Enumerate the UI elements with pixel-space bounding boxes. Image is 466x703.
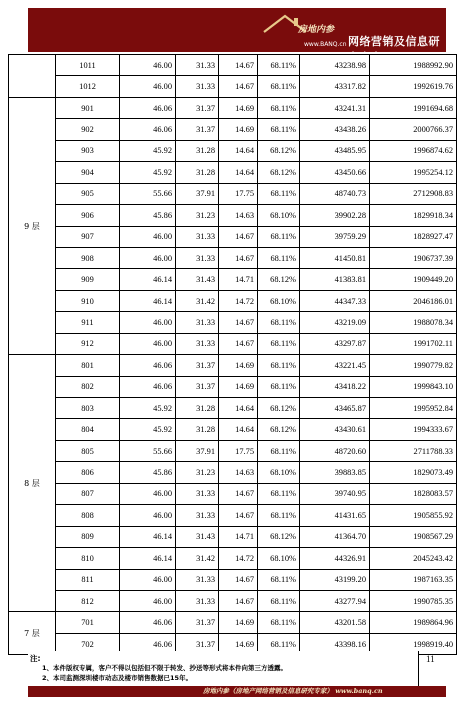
room-number-cell: 702 xyxy=(56,633,120,654)
room-number-cell: 912 xyxy=(56,333,120,354)
table-cell: 68.11% xyxy=(258,505,300,526)
table-cell: 2045243.42 xyxy=(370,548,457,569)
table-cell: 39883.85 xyxy=(300,462,370,483)
table-cell: 46.14 xyxy=(120,269,176,290)
table-cell: 46.00 xyxy=(120,590,176,611)
table-cell: 46.00 xyxy=(120,247,176,268)
table-cell: 2711788.33 xyxy=(370,440,457,461)
table-cell: 31.37 xyxy=(176,376,219,397)
table-cell: 14.67 xyxy=(219,483,258,504)
room-number-cell: 908 xyxy=(56,247,120,268)
table-cell: 68.11% xyxy=(258,97,300,118)
table-cell: 46.00 xyxy=(120,505,176,526)
table-cell: 14.63 xyxy=(219,205,258,226)
table-cell: 31.23 xyxy=(176,205,219,226)
notes-box xyxy=(28,651,419,688)
table-cell: 68.11% xyxy=(258,55,300,76)
table-cell: 1987163.35 xyxy=(370,569,457,590)
floor-cell xyxy=(9,55,56,98)
table-cell: 43465.87 xyxy=(300,398,370,419)
table-cell: 1908567.29 xyxy=(370,526,457,547)
table-cell: 55.66 xyxy=(120,183,176,204)
table-cell: 68.11% xyxy=(258,226,300,247)
table-cell: 14.69 xyxy=(219,97,258,118)
table-cell: 68.10% xyxy=(258,205,300,226)
table-cell: 14.67 xyxy=(219,590,258,611)
table-cell: 1990779.82 xyxy=(370,355,457,376)
table-cell: 46.00 xyxy=(120,483,176,504)
footer-banner xyxy=(28,686,446,697)
table-cell: 46.06 xyxy=(120,612,176,633)
table-cell: 14.67 xyxy=(219,226,258,247)
table-row xyxy=(9,355,457,376)
table-cell: 43450.66 xyxy=(300,162,370,183)
table-cell: 68.12% xyxy=(258,526,300,547)
table-cell: 68.11% xyxy=(258,119,300,140)
table-cell: 39740.95 xyxy=(300,483,370,504)
table-cell: 31.33 xyxy=(176,312,219,333)
table-cell: 31.23 xyxy=(176,462,219,483)
table-cell: 43485.95 xyxy=(300,140,370,161)
table-cell: 55.66 xyxy=(120,440,176,461)
table-row xyxy=(9,440,457,461)
table-cell: 31.33 xyxy=(176,247,219,268)
table-cell: 43199.20 xyxy=(300,569,370,590)
table-cell: 14.67 xyxy=(219,312,258,333)
room-number-cell: 812 xyxy=(56,590,120,611)
table-cell: 68.11% xyxy=(258,376,300,397)
table-cell: 68.11% xyxy=(258,590,300,611)
table-row xyxy=(9,590,457,611)
table-row xyxy=(9,290,457,311)
table-row xyxy=(9,247,457,268)
table-cell: 41450.81 xyxy=(300,247,370,268)
table-cell: 14.69 xyxy=(219,376,258,397)
table-cell: 31.33 xyxy=(176,333,219,354)
table-cell: 46.06 xyxy=(120,376,176,397)
table-row xyxy=(9,97,457,118)
table-cell: 45.92 xyxy=(120,419,176,440)
table-cell: 43238.98 xyxy=(300,55,370,76)
table-cell: 31.43 xyxy=(176,526,219,547)
table-cell: 68.11% xyxy=(258,333,300,354)
table-cell: 37.91 xyxy=(176,440,219,461)
table-cell: 17.75 xyxy=(219,440,258,461)
table-cell: 14.67 xyxy=(219,55,258,76)
table-row xyxy=(9,140,457,161)
table-cell: 43438.26 xyxy=(300,119,370,140)
table-cell: 68.10% xyxy=(258,548,300,569)
table-cell: 31.37 xyxy=(176,97,219,118)
table-cell: 14.67 xyxy=(219,76,258,97)
table-cell: 1992619.76 xyxy=(370,76,457,97)
table-cell: 1995254.12 xyxy=(370,162,457,183)
room-number-cell: 901 xyxy=(56,97,120,118)
table-row xyxy=(9,526,457,547)
table-cell: 68.10% xyxy=(258,462,300,483)
table-cell: 46.00 xyxy=(120,333,176,354)
table-row xyxy=(9,612,457,633)
room-number-cell: 907 xyxy=(56,226,120,247)
table-cell: 14.67 xyxy=(219,247,258,268)
table-cell: 31.37 xyxy=(176,119,219,140)
table-row xyxy=(9,183,457,204)
table-row xyxy=(9,226,457,247)
table-cell: 1995952.84 xyxy=(370,398,457,419)
table-cell: 45.92 xyxy=(120,398,176,419)
floor-cell: 7 层 xyxy=(9,612,56,655)
table-cell: 31.33 xyxy=(176,569,219,590)
table-cell: 68.11% xyxy=(258,355,300,376)
table-cell: 68.12% xyxy=(258,398,300,419)
brand-name: 房地内参 xyxy=(298,25,335,35)
table-row xyxy=(9,376,457,397)
room-number-cell: 804 xyxy=(56,419,120,440)
table-row xyxy=(9,569,457,590)
table-cell: 14.69 xyxy=(219,633,258,654)
room-number-cell: 905 xyxy=(56,183,120,204)
table-cell: 31.28 xyxy=(176,162,219,183)
room-number-cell: 903 xyxy=(56,140,120,161)
floor-cell: 8 层 xyxy=(9,355,56,612)
room-number-cell: 811 xyxy=(56,569,120,590)
table-cell: 43398.16 xyxy=(300,633,370,654)
table-row xyxy=(9,548,457,569)
table-row xyxy=(9,162,457,183)
table-cell: 68.11% xyxy=(258,483,300,504)
table-cell: 1994333.67 xyxy=(370,419,457,440)
table-cell: 1829918.34 xyxy=(370,205,457,226)
table-cell: 68.11% xyxy=(258,183,300,204)
table-cell: 31.33 xyxy=(176,590,219,611)
table-cell: 43317.82 xyxy=(300,76,370,97)
table-cell: 43221.45 xyxy=(300,355,370,376)
table-row xyxy=(9,55,457,76)
table-cell: 14.69 xyxy=(219,355,258,376)
room-number-cell: 906 xyxy=(56,205,120,226)
notes-label: 注: xyxy=(30,654,41,663)
table-cell: 45.92 xyxy=(120,140,176,161)
table-cell: 1989864.96 xyxy=(370,612,457,633)
note-line-1: 1、本件版权专属，客户不得以包括但不限于转发、抄送等形式将本件向第三方透露。 xyxy=(42,664,288,672)
table-cell: 68.12% xyxy=(258,269,300,290)
table-cell: 14.72 xyxy=(219,290,258,311)
table-cell: 43277.94 xyxy=(300,590,370,611)
table-cell: 31.33 xyxy=(176,55,219,76)
table-cell: 68.11% xyxy=(258,76,300,97)
table-cell: 1909449.20 xyxy=(370,269,457,290)
table-body xyxy=(9,55,457,655)
table-row xyxy=(9,398,457,419)
table-cell: 31.37 xyxy=(176,612,219,633)
room-number-cell: 911 xyxy=(56,312,120,333)
room-number-cell: 904 xyxy=(56,162,120,183)
floor-cell: 9 层 xyxy=(9,97,56,354)
table-cell: 14.71 xyxy=(219,269,258,290)
table-cell: 45.86 xyxy=(120,462,176,483)
table-cell: 48740.73 xyxy=(300,183,370,204)
table-cell: 14.64 xyxy=(219,162,258,183)
table-cell: 41431.65 xyxy=(300,505,370,526)
table-cell: 68.11% xyxy=(258,569,300,590)
table-cell: 1991694.68 xyxy=(370,97,457,118)
table-cell: 43219.09 xyxy=(300,312,370,333)
banner-title: 网络营销及信息研究专家 xyxy=(348,35,440,64)
table-cell: 31.33 xyxy=(176,76,219,97)
table-cell: 46.06 xyxy=(120,633,176,654)
room-number-cell: 809 xyxy=(56,526,120,547)
table-cell: 44326.91 xyxy=(300,548,370,569)
table-cell: 39759.29 xyxy=(300,226,370,247)
table-cell: 46.00 xyxy=(120,55,176,76)
room-number-cell: 810 xyxy=(56,548,120,569)
footer-text: 房地内参（房地产网络营销及信息研究专家） www.banq.cn xyxy=(203,687,383,695)
table-cell: 46.06 xyxy=(120,119,176,140)
table-cell: 68.11% xyxy=(258,633,300,654)
table-cell: 31.28 xyxy=(176,140,219,161)
table-row xyxy=(9,419,457,440)
table-row xyxy=(9,333,457,354)
room-number-cell: 808 xyxy=(56,505,120,526)
table-row xyxy=(9,269,457,290)
table-cell: 48720.60 xyxy=(300,440,370,461)
room-number-cell: 803 xyxy=(56,398,120,419)
room-number-cell: 807 xyxy=(56,483,120,504)
table-cell: 14.69 xyxy=(219,612,258,633)
table-cell: 1829073.49 xyxy=(370,462,457,483)
table-row xyxy=(9,505,457,526)
table-cell: 37.91 xyxy=(176,183,219,204)
room-number-cell: 1012 xyxy=(56,76,120,97)
table-cell: 41364.70 xyxy=(300,526,370,547)
table-row xyxy=(9,483,457,504)
table-cell: 46.14 xyxy=(120,548,176,569)
table-cell: 46.06 xyxy=(120,97,176,118)
room-number-cell: 805 xyxy=(56,440,120,461)
room-number-cell: 801 xyxy=(56,355,120,376)
table-cell: 31.28 xyxy=(176,398,219,419)
table-cell: 14.69 xyxy=(219,119,258,140)
table-cell: 41383.81 xyxy=(300,269,370,290)
table-cell: 1828927.47 xyxy=(370,226,457,247)
table-cell: 2000766.37 xyxy=(370,119,457,140)
unit-price-table xyxy=(8,54,457,655)
table-cell: 14.67 xyxy=(219,333,258,354)
table-cell: 14.67 xyxy=(219,569,258,590)
table-cell: 46.00 xyxy=(120,76,176,97)
table-row xyxy=(9,462,457,483)
table-cell: 1990785.35 xyxy=(370,590,457,611)
table-cell: 68.12% xyxy=(258,419,300,440)
table-cell: 44347.33 xyxy=(300,290,370,311)
table-cell: 39902.28 xyxy=(300,205,370,226)
table-cell: 14.67 xyxy=(219,505,258,526)
table-cell: 14.64 xyxy=(219,140,258,161)
table-cell: 43241.31 xyxy=(300,97,370,118)
table-cell: 68.12% xyxy=(258,162,300,183)
table-cell: 31.33 xyxy=(176,505,219,526)
table-cell: 31.33 xyxy=(176,226,219,247)
table-cell: 14.64 xyxy=(219,398,258,419)
table-cell: 14.71 xyxy=(219,526,258,547)
page-number: 11 xyxy=(426,654,435,664)
table-row xyxy=(9,205,457,226)
table-cell: 68.11% xyxy=(258,440,300,461)
room-number-cell: 701 xyxy=(56,612,120,633)
table-cell: 46.06 xyxy=(120,355,176,376)
table-cell: 14.63 xyxy=(219,462,258,483)
table-row xyxy=(9,312,457,333)
table-row xyxy=(9,76,457,97)
table-cell: 31.37 xyxy=(176,355,219,376)
table-cell: 68.11% xyxy=(258,247,300,268)
table-cell: 31.43 xyxy=(176,269,219,290)
table-cell: 1988078.34 xyxy=(370,312,457,333)
table-row xyxy=(9,119,457,140)
table-cell: 31.28 xyxy=(176,419,219,440)
note-line-2: 2、本司监测深圳楼市动态及楼市销售数据已15年。 xyxy=(42,674,193,682)
table-cell: 68.11% xyxy=(258,612,300,633)
table-cell: 17.75 xyxy=(219,183,258,204)
table-cell: 45.86 xyxy=(120,205,176,226)
table-cell: 14.64 xyxy=(219,419,258,440)
table-cell: 1999843.10 xyxy=(370,376,457,397)
table-cell: 1991702.11 xyxy=(370,333,457,354)
table-cell: 43201.58 xyxy=(300,612,370,633)
table-cell: 31.42 xyxy=(176,548,219,569)
unit-table-wrapper xyxy=(8,54,456,655)
brand-url: www.BANQ.cn xyxy=(304,41,347,48)
table-cell: 1905855.92 xyxy=(370,505,457,526)
table-cell: 46.00 xyxy=(120,312,176,333)
table-cell: 45.92 xyxy=(120,162,176,183)
table-cell: 14.72 xyxy=(219,548,258,569)
room-number-cell: 802 xyxy=(56,376,120,397)
table-cell: 1828083.57 xyxy=(370,483,457,504)
table-cell: 2046186.01 xyxy=(370,290,457,311)
table-cell: 46.14 xyxy=(120,526,176,547)
table-cell: 68.12% xyxy=(258,140,300,161)
header-banner xyxy=(28,8,446,64)
table-cell: 31.42 xyxy=(176,290,219,311)
table-cell: 31.37 xyxy=(176,633,219,654)
table-cell: 1906737.39 xyxy=(370,247,457,268)
table-cell: 46.00 xyxy=(120,226,176,247)
table-cell: 43418.22 xyxy=(300,376,370,397)
table-cell: 2712908.83 xyxy=(370,183,457,204)
table-cell: 43430.61 xyxy=(300,419,370,440)
room-number-cell: 806 xyxy=(56,462,120,483)
table-cell: 68.11% xyxy=(258,312,300,333)
room-number-cell: 902 xyxy=(56,119,120,140)
table-cell: 1998919.40 xyxy=(370,633,457,654)
table-cell: 46.00 xyxy=(120,569,176,590)
table-cell: 31.33 xyxy=(176,483,219,504)
room-number-cell: 909 xyxy=(56,269,120,290)
table-cell: 43297.87 xyxy=(300,333,370,354)
table-cell: 1996874.62 xyxy=(370,140,457,161)
room-number-cell: 1011 xyxy=(56,55,120,76)
room-number-cell: 910 xyxy=(56,290,120,311)
table-cell: 46.14 xyxy=(120,290,176,311)
table-cell: 68.10% xyxy=(258,290,300,311)
table-cell: 1988992.90 xyxy=(370,55,457,76)
